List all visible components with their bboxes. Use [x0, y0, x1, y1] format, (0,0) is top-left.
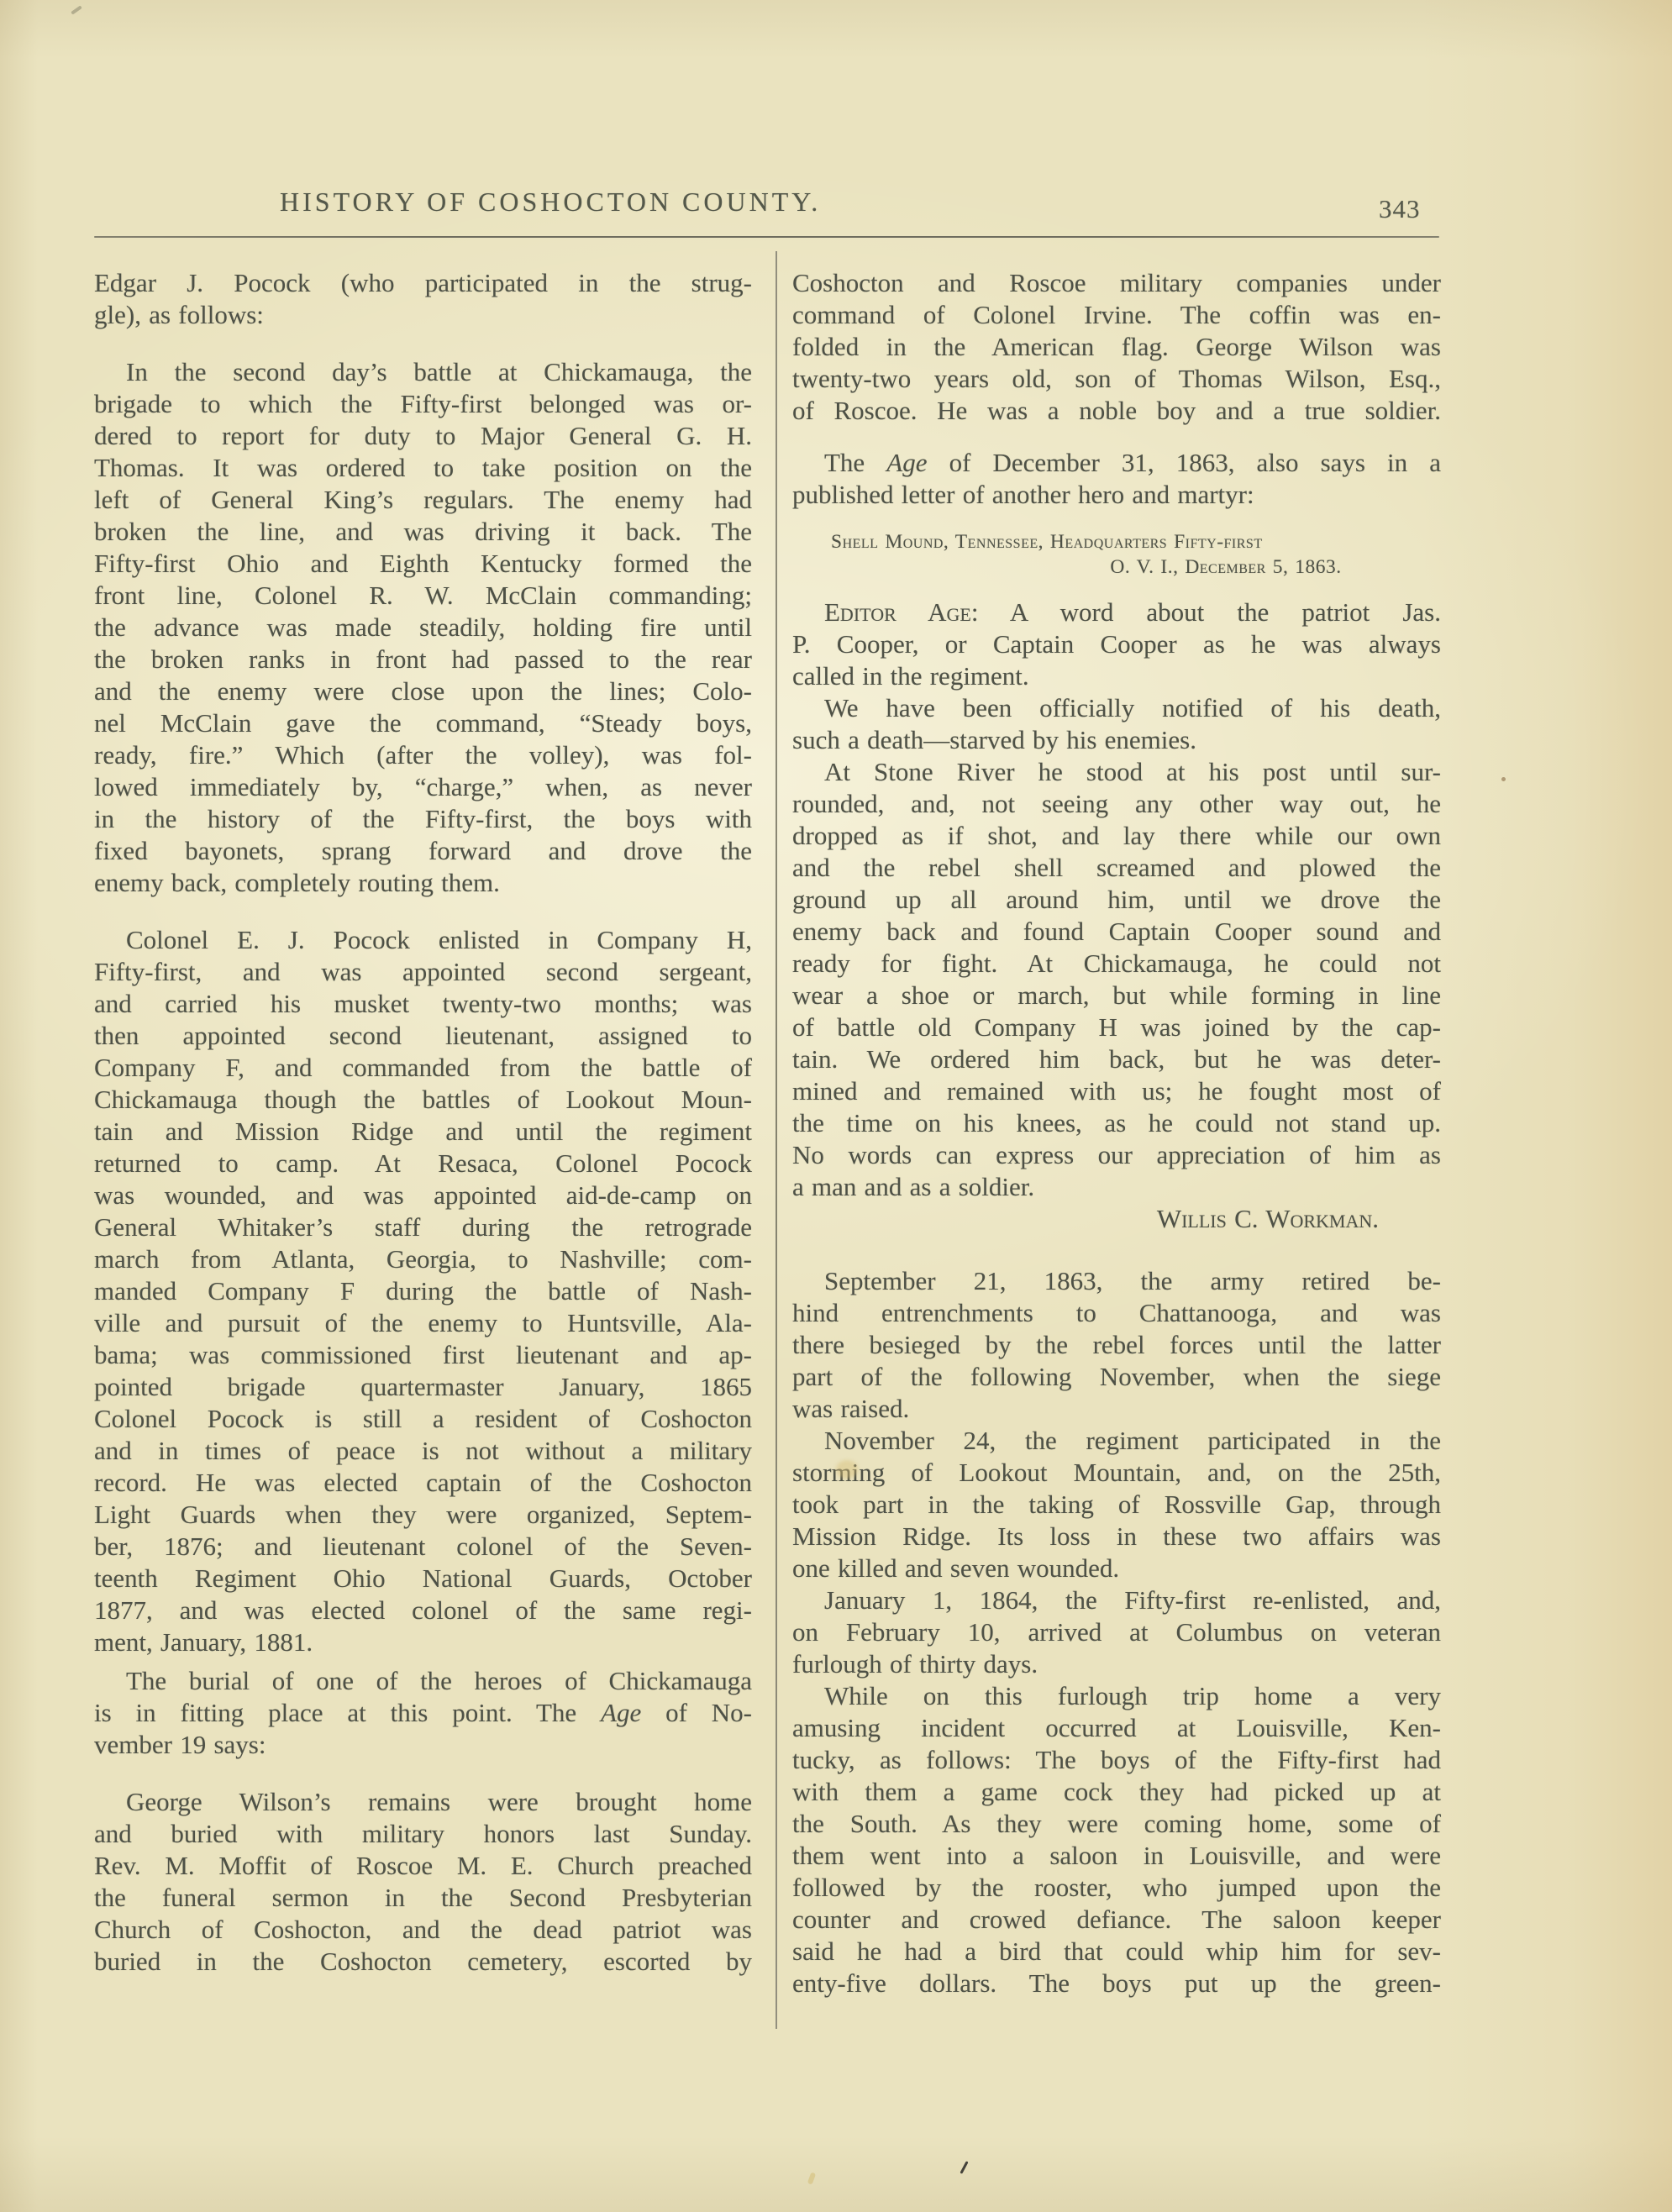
text-line: returned to camp. At Resaca, Colonel Pocock [94, 1148, 752, 1178]
paragraph [94, 356, 752, 899]
text-line: bama; was commissioned first lieutenant and ap- [94, 1340, 752, 1369]
text-line: in the history of the Fifty-first, the boys with [94, 804, 752, 833]
text-line: published letter of another hero and martyr: [792, 480, 1254, 509]
text-line: dered to report for duty to Major General G. H. [94, 421, 752, 450]
paragraph [94, 1786, 752, 1978]
text-line: Edgar J. Pocock (who participated in the strug- [94, 268, 752, 297]
text-line: then appointed second lieutenant, assigned to [94, 1021, 752, 1050]
text-line: Mission Ridge. Its loss in these two affairs was [792, 1521, 1441, 1551]
scan-artifact [71, 5, 82, 14]
text-line: and the rebel shell screamed and plowed the [792, 853, 1441, 882]
text-line: fixed bayonets, sprang forward and drove the [94, 836, 752, 865]
text-line: Light Guards when they were organized, Septem- [94, 1500, 752, 1529]
text-line: march from Atlanta, Georgia, to Nashville; com- [94, 1244, 752, 1274]
text-line: At Stone River he stood at his post until sur- [824, 757, 1441, 786]
text-line: 1877, and was elected colonel of the same regi- [94, 1595, 752, 1625]
text-line: there besieged by the rebel forces until the latter [792, 1330, 1441, 1359]
text-line: enty-five dollars. The boys put up the green- [792, 1968, 1441, 1998]
text-line: is in fitting place at this point. The Age of No- [94, 1698, 752, 1727]
text-line: broken the line, and was driving it back. The [94, 517, 752, 546]
text-line: followed by the rooster, who jumped upon the [792, 1873, 1441, 1902]
text-line: tain and Mission Ridge and until the regiment [94, 1117, 752, 1146]
text-line: left of General King’s regulars. The enemy had [94, 485, 752, 514]
text-line: Coshocton and Roscoe military companies under [792, 268, 1441, 297]
text-line: and buried with military honors last Sunday. [94, 1819, 752, 1848]
left-column [94, 267, 752, 1978]
text-line: enemy back and found Captain Cooper sound and [792, 917, 1441, 946]
text-line: and carried his musket twenty-two months; was [94, 989, 752, 1018]
text-line: Fifty-first, and was appointed second sergeant, [94, 957, 752, 986]
text-line: called in the regiment. [792, 661, 1029, 691]
text-line: tucky, as follows: The boys of the Fifty-first had [792, 1745, 1441, 1774]
text-line: was raised. [792, 1394, 910, 1423]
text-line: the funeral sermon in the Second Presbyterian [94, 1883, 752, 1912]
text-line: storming of Lookout Mountain, and, on the 25th, [792, 1458, 1441, 1487]
text-line: such a death—starved by his enemies. [792, 725, 1196, 754]
text-line: O. V. I., December 5, 1863. [1110, 556, 1342, 578]
text-line: record. He was elected captain of the Coshocton [94, 1468, 752, 1497]
text-line: a man and as a soldier. [792, 1172, 1035, 1201]
header-rule [94, 236, 1439, 238]
text-line: took part in the taking of Rossville Gap, through [792, 1490, 1441, 1519]
text-line: rounded, and, not seeing any other way out, he [792, 789, 1441, 818]
text-line: P. Cooper, or Captain Cooper as he was always [792, 629, 1441, 659]
scan-artifact [1501, 777, 1506, 781]
text-line: of battle old Company H was joined by the cap- [792, 1012, 1441, 1042]
text-line: ready, fire.” Which (after the volley), was fol- [94, 740, 752, 770]
text-line: mined and remained with us; he fought most of [792, 1076, 1441, 1106]
paragraph [792, 1425, 1441, 1584]
scan-artifact [960, 2161, 968, 2174]
text-line: wear a shoe or march, but while forming in line [792, 980, 1441, 1010]
text-line: the advance was made steadily, holding fire until [94, 612, 752, 642]
text-line: and the enemy were close upon the lines; Colo- [94, 676, 752, 706]
text-line: brigade to which the Fifty-first belonged was or- [94, 389, 752, 418]
text-line: gle), as follows: [94, 300, 264, 329]
text-line: the time on his knees, as he could not stand up. [792, 1108, 1441, 1138]
text-line: The Age of December 31, 1863, also says in a [824, 448, 1441, 477]
paragraph [792, 447, 1441, 511]
text-line: ville and pursuit of the enemy to Huntsville, Ala- [94, 1308, 752, 1337]
text-line: manded Company F during the battle of Nash- [94, 1276, 752, 1306]
paragraph [792, 529, 1441, 580]
text-line: January 1, 1864, the Fifty-first re-enlisted, and, [824, 1585, 1441, 1615]
text-line: on February 10, arrived at Columbus on veteran [792, 1617, 1441, 1647]
text-line: Thomas. It was ordered to take position on the [94, 453, 752, 482]
text-line: one killed and seven wounded. [792, 1553, 1120, 1583]
text-line: the broken ranks in front had passed to the rear [94, 644, 752, 674]
text-line: In the second day’s battle at Chickamauga, the [126, 357, 752, 386]
paragraph [792, 1584, 1441, 1680]
text-line: teenth Regiment Ohio National Guards, October [94, 1563, 752, 1593]
paragraph [792, 596, 1441, 692]
page-number: 343 [1379, 194, 1421, 223]
paragraph [792, 756, 1441, 1203]
text-line: amusing incident occurred at Louisville, Ken- [792, 1713, 1441, 1742]
text-line: Editor Age: A word about the patriot Jas. [824, 597, 1441, 627]
text-line: General Whitaker’s staff during the retrograde [94, 1212, 752, 1242]
text-line: tain. We ordered him back, but he was deter- [792, 1044, 1441, 1074]
text-line: Company F, and commanded from the battle of [94, 1053, 752, 1082]
text-line: Colonel Pocock is still a resident of Coshocton [94, 1404, 752, 1433]
text-line: enemy back, completely routing them. [94, 868, 500, 897]
text-line: Fifty-first Ohio and Eighth Kentucky formed the [94, 549, 752, 578]
page-header-title: HISTORY OF COSHOCTON COUNTY. [280, 187, 822, 217]
text-line: furlough of thirty days. [792, 1649, 1038, 1679]
text-line: said he had a bird that could whip him for sev- [792, 1936, 1441, 1966]
paragraph [792, 1265, 1441, 1425]
text-line: ready for fight. At Chickamauga, he could not [792, 948, 1441, 978]
text-line: of Roscoe. He was a noble boy and a true soldier. [792, 396, 1441, 425]
text-line: them went into a saloon in Louisville, and were [792, 1841, 1441, 1870]
paragraph [792, 692, 1441, 756]
paragraph [792, 1680, 1441, 1999]
paragraph [94, 267, 752, 331]
paragraph [94, 924, 752, 1658]
paragraph [792, 267, 1441, 427]
text-line: ment, January, 1881. [94, 1627, 313, 1657]
text-line: The burial of one of the heroes of Chickamauga [126, 1666, 752, 1695]
text-line: buried in the Coshocton cemetery, escorted by [94, 1947, 752, 1976]
text-line: front line, Colonel R. W. McClain commanding; [94, 581, 752, 610]
column-divider [776, 251, 777, 2029]
text-line: command of Colonel Irvine. The coffin was en- [792, 300, 1441, 329]
paragraph [792, 1203, 1441, 1235]
text-line: the South. As they were coming home, some of [792, 1809, 1441, 1838]
text-line: was wounded, and was appointed aid-de-camp on [94, 1180, 752, 1210]
text-line: Colonel E. J. Pocock enlisted in Company H, [126, 925, 752, 954]
text-line: We have been officially notified of his death, [824, 693, 1441, 722]
text-line: Chickamauga though the battles of Lookout Moun- [94, 1085, 752, 1114]
text-line: Willis C. Workman. [1156, 1204, 1379, 1233]
text-line: folded in the American flag. George Wilson was [792, 332, 1441, 361]
text-line: While on this furlough trip home a very [824, 1681, 1441, 1710]
text-line: with them a game cock they had picked up at [792, 1777, 1441, 1806]
text-line: and in times of peace is not without a military [94, 1436, 752, 1465]
text-line: hind entrenchments to Chattanooga, and was [792, 1298, 1441, 1327]
text-line: Church of Coshocton, and the dead patriot was [94, 1915, 752, 1944]
text-line: vember 19 says: [94, 1730, 266, 1759]
text-line: Shell Mound, Tennessee, Headquarters Fifty-first [831, 531, 1263, 553]
text-line: lowed immediately by, “charge,” when, as never [94, 772, 752, 801]
text-line: No words can express our appreciation of him as [792, 1140, 1441, 1169]
text-line: counter and crowed defiance. The saloon keeper [792, 1905, 1441, 1934]
text-line: September 21, 1863, the army retired be- [824, 1266, 1441, 1295]
text-line: dropped as if shot, and lay there while our own [792, 821, 1441, 850]
text-line: George Wilson’s remains were brought home [126, 1787, 752, 1816]
text-line: nel McClain gave the command, “Steady boys, [94, 708, 752, 738]
text-line: pointed brigade quartermaster January, 1865 [94, 1372, 752, 1401]
text-line: ber, 1876; and lieutenant colonel of the Seven- [94, 1532, 752, 1561]
scan-artifact [807, 2172, 816, 2184]
paragraph [94, 1665, 752, 1761]
text-line: November 24, the regiment participated in the [824, 1426, 1441, 1455]
scan-artifact [836, 1460, 858, 1479]
text-line: part of the following November, when the siege [792, 1362, 1441, 1391]
text-line: Rev. M. Moffit of Roscoe M. E. Church preached [94, 1851, 752, 1880]
text-line: ground up all around him, until we drove the [792, 885, 1441, 914]
right-column [792, 267, 1441, 1999]
text-line: twenty-two years old, son of Thomas Wilson, Esq., [792, 364, 1441, 393]
